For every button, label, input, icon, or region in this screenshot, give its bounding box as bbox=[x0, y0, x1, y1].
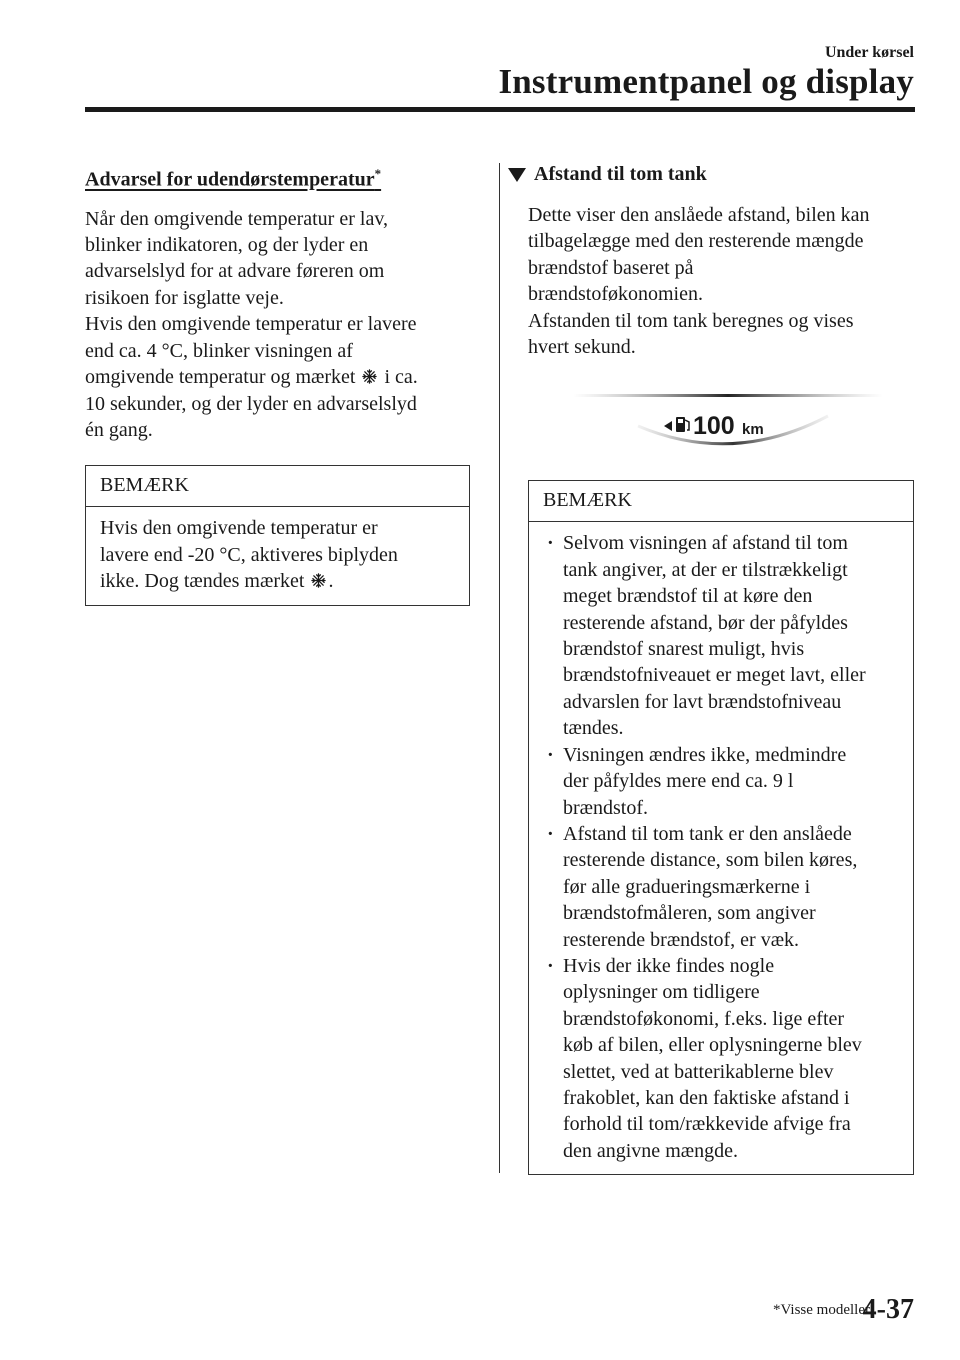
arrow-left-icon bbox=[664, 421, 672, 431]
text-line: blinker indikatoren, og der lyder en bbox=[85, 234, 369, 257]
column-divider bbox=[499, 163, 500, 1173]
note-title: BEMÆRK bbox=[529, 481, 913, 522]
left-column bbox=[85, 160, 470, 606]
text-line: oplysninger om tidligere bbox=[563, 981, 760, 1004]
text-line: Når den omgivende temperatur er lav, bbox=[85, 207, 389, 230]
section-heading bbox=[508, 160, 914, 188]
snowflake-icon bbox=[311, 573, 326, 588]
text-line: advarselslyd for at advare føreren om bbox=[85, 260, 385, 283]
text-fragment: omgivende temperatur og mærket bbox=[85, 366, 356, 389]
right-column bbox=[528, 160, 914, 1175]
text-line: brændstof. bbox=[563, 796, 648, 819]
text-line: resterende distance, som bilen køres, bbox=[563, 849, 858, 872]
distance-to-empty-display bbox=[568, 386, 888, 456]
text-line: end ca. 4 °C, blinker visningen af bbox=[85, 339, 353, 362]
text-line bbox=[85, 364, 470, 390]
body-paragraph bbox=[528, 202, 914, 360]
text-line: 10 sekunder, og der lyder en advarselslyd bbox=[85, 392, 417, 415]
text-line: risikoen for isglatte veje. bbox=[85, 286, 284, 309]
fuel-pump-icon bbox=[676, 417, 689, 432]
subsection-heading-text: Advarsel for udendørstemperatur bbox=[85, 168, 375, 191]
list-item bbox=[543, 530, 899, 741]
distance-unit: km bbox=[742, 421, 764, 439]
text-line: hvert sekund. bbox=[528, 336, 636, 359]
text-line: køb af bilen, eller oplysningerne blev bbox=[563, 1034, 862, 1057]
page-title: Instrumentpanel og display bbox=[498, 62, 914, 101]
text-fragment: . bbox=[328, 570, 334, 593]
footnote: *Visse modeller. bbox=[773, 1302, 873, 1318]
text-line: Hvis den omgivende temperatur er lavere bbox=[85, 313, 417, 336]
text-line: brændstof baseret på bbox=[528, 256, 694, 279]
text-line: advarslen for lavt brændstofniveau bbox=[563, 690, 842, 713]
text-line: én gang. bbox=[85, 418, 153, 441]
header-section-label: Under kørsel bbox=[824, 44, 914, 61]
text-line: · Afstand til tom tank er den anslåede bbox=[563, 822, 852, 845]
text-line: tank angiver, at der er tilstrækkeligt bbox=[563, 558, 848, 581]
text-fragment: ikke. Dog tændes mærket bbox=[100, 570, 305, 593]
text-line: brændstoføkonomi, f.eks. lige efter bbox=[563, 1007, 845, 1030]
text-line: slettet, ved at batterikablerne blev bbox=[563, 1060, 834, 1083]
list-item bbox=[543, 742, 899, 821]
display-illustration bbox=[568, 386, 888, 456]
section-heading-text: Afstand til tom tank bbox=[534, 163, 707, 185]
body-paragraph bbox=[85, 206, 470, 444]
text-line: brændstofmåleren, som angiver bbox=[563, 902, 816, 925]
distance-value: 100 bbox=[693, 412, 735, 441]
text-line: lavere end -20 °C, aktiveres biplyden bbox=[100, 543, 398, 566]
text-line: brændstof snarest muligt, hvis bbox=[563, 638, 805, 661]
note-body bbox=[529, 522, 913, 1174]
text-line: den angivne mængde. bbox=[563, 1139, 738, 1162]
text-line: resterende afstand, bør der påfyldes bbox=[563, 611, 848, 634]
text-line: der påfyldes mere end ca. 9 l bbox=[563, 770, 794, 793]
snowflake-icon bbox=[362, 369, 377, 384]
note-box bbox=[528, 480, 914, 1175]
text-line: · Selvom visningen af afstand til tom bbox=[563, 532, 848, 555]
text-line: brændstoføkonomien. bbox=[528, 283, 703, 306]
triangle-down-icon bbox=[508, 168, 526, 182]
subsection-heading bbox=[85, 160, 470, 194]
text-line: Dette viser den anslåede afstand, bilen kan bbox=[528, 204, 870, 226]
note-bullet-list bbox=[543, 530, 899, 1164]
list-item bbox=[543, 821, 899, 953]
text-line: Afstanden til tom tank beregnes og vises bbox=[528, 309, 854, 332]
text-line: tændes. bbox=[563, 717, 624, 740]
text-line: brændstofniveauet er meget lavt, eller bbox=[563, 664, 866, 687]
text-fragment: i ca. bbox=[384, 366, 418, 389]
header-rule bbox=[85, 107, 915, 112]
list-item bbox=[543, 953, 899, 1164]
text-line: frakoblet, kan den faktiske afstand i bbox=[563, 1086, 850, 1109]
text-line: · Hvis der ikke findes nogle bbox=[563, 954, 775, 977]
text-line: før alle gradueringsmærkerne i bbox=[563, 875, 811, 898]
text-line: resterende brændstof, er væk. bbox=[563, 928, 800, 951]
text-line bbox=[100, 568, 455, 594]
note-title: BEMÆRK bbox=[86, 466, 469, 507]
text-line: · Visningen ændres ikke, medmindre bbox=[563, 743, 847, 766]
text-line: forhold til tom/rækkevide afvige fra bbox=[563, 1113, 851, 1136]
page-number: 4-37 bbox=[862, 1294, 914, 1325]
footnote-marker: * bbox=[374, 166, 382, 181]
text-line: meget brændstof til at køre den bbox=[563, 585, 813, 608]
text-line: tilbagelægge med den resterende mængde bbox=[528, 230, 864, 253]
text-line: Hvis den omgivende temperatur er bbox=[100, 517, 378, 540]
note-body bbox=[86, 507, 469, 604]
note-box bbox=[85, 465, 470, 605]
